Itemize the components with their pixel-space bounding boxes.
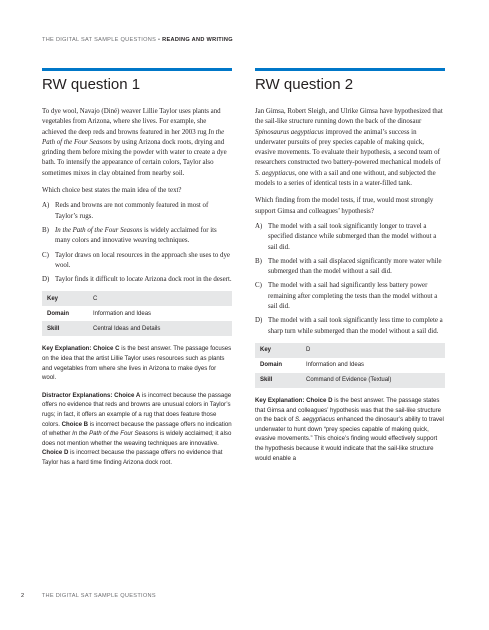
answer-choice-letter: C): [255, 282, 262, 290]
page-number: 2: [21, 593, 25, 599]
key-table-value: Information and Ideas: [301, 358, 445, 373]
text-run: is incorrect because the passage offers no indication of whether: [42, 420, 232, 438]
key-table-row: [42, 321, 232, 336]
explanation-paragraph: [42, 344, 232, 382]
header-separator: •: [158, 37, 161, 43]
answer-choice-letter: C): [42, 251, 49, 259]
answer-choice-letter: B): [255, 257, 262, 265]
page-footer: [21, 593, 156, 599]
text-run: , one with a sail and one without, and subjected the models to a series of identical tests in a water-filled tank.: [255, 169, 436, 188]
key-table-row: [42, 291, 232, 306]
italic-text-run: In the Path of the Four Seasons: [72, 430, 159, 438]
text-run: enhanced the dinosaur’s ability to travel underwater to hunt down “prey species capable of making quick, evasive movements.” This choice’s finding would effectively support the hypothesis because it would indicate that the sail-like structure would enable a: [255, 416, 444, 462]
answer-choice-text: [268, 258, 442, 275]
answer-choice-letter: B): [42, 226, 49, 234]
text-run: The model with a sail had significantly less battery power remaining after completing the tests than the model without a sail did.: [268, 282, 438, 311]
key-table-value: C: [88, 291, 232, 306]
key-table-value: D: [301, 343, 445, 358]
explanation-paragraph: [42, 391, 232, 468]
key-table-row: [255, 373, 445, 388]
italic-text-run: In the Path of the Four Seasons: [42, 128, 225, 146]
answer-choice: [42, 226, 232, 247]
text-run: Taylor draws on local resources in the approach she uses to dye wool.: [55, 251, 230, 269]
question-2-key-table: [255, 343, 445, 388]
key-table-row: [42, 306, 232, 321]
text-run: The model with a sail took significantly longer to travel a specified distance while submerged than the model without a sail did.: [268, 222, 437, 251]
text-run: by using Arizona dock roots, drying and grinding them before mixing the powder with water to create a dye bath. To intensify the appearance of certain colors, Taylor also sometimes mixes in clay obtained from nearby soil.: [42, 138, 227, 177]
key-table-label: Skill: [255, 373, 301, 388]
key-table-value: Central Ideas and Details: [88, 321, 232, 336]
question-2-prompt: Which finding from the model tests, if true, would most strongly support Gimsa and colleagues’ hypothesis?: [255, 197, 434, 215]
answer-choice: [255, 222, 445, 253]
key-table-label: Key: [255, 343, 301, 358]
text-run: improved the animal’s success in underwater pursuits of prey species capable of making quick, evasive movements. To evaluate their hypothesis, a second team of researchers constructed two battery-powered mechanical models of: [255, 128, 441, 167]
question-1-explanations: [42, 344, 232, 467]
answer-choice: [255, 316, 445, 337]
italic-text-run: S. aegyptiacus: [255, 169, 295, 177]
running-header: [42, 37, 233, 43]
text-run: The model with a sail took significantly less time to complete a sharp turn while submerged than the model without a sail did.: [268, 317, 443, 335]
answer-choice-letter: D): [255, 317, 263, 325]
answer-choice-text: [268, 223, 436, 251]
answer-choice-letter: D): [42, 276, 50, 284]
bold-text-run: Choice B: [61, 420, 89, 428]
key-table-label: Skill: [42, 321, 88, 336]
answer-choice-text: [55, 276, 232, 283]
answer-choice: [255, 281, 445, 312]
answer-choice: [255, 257, 445, 278]
question-2-passage: [255, 107, 445, 189]
question-1-key-table: [42, 291, 232, 336]
question-1-title: RW question 1: [42, 68, 232, 98]
key-table-row: [255, 358, 445, 373]
bold-text-run: Key Explanation: Choice D: [255, 396, 333, 404]
key-table-value: Command of Evidence (Textual): [301, 373, 445, 388]
text-run: Jan Gimsa, Robert Sleigh, and Ulrike Gimsa have hypothesized that the sail-like structure running down the back of the dinosaur: [255, 108, 443, 126]
question-1-passage: [42, 107, 232, 179]
text-run: is incorrect because the passage offers no evidence that reds and browns are unusual colors in Taylor’s rugs; in fact, it offers an example of a rug that does feature those colors.: [42, 391, 232, 428]
question-2-title: RW question 2: [255, 68, 445, 98]
key-table-row: [255, 343, 445, 358]
key-table-value: Information and Ideas: [88, 306, 232, 321]
answer-choice: [42, 251, 232, 272]
question-2-explanations: [255, 396, 445, 463]
text-run: To dye wool, Navajo (Diné) weaver Lillie Taylor uses plants and vegetables from Arizona, where she lives. For example, she achieved the deep reds and browns featured in her 2003 rug: [42, 108, 221, 136]
text-run: is incorrect because the passage offers no evidence that Taylor has a hard time finding Arizona dock root.: [42, 449, 223, 466]
italic-text-run: Spinosaurus aegyptiacus: [255, 128, 324, 136]
key-table-label: Domain: [255, 358, 301, 373]
answer-choice-text: [268, 317, 443, 334]
answer-choice: [42, 275, 232, 285]
text-run: Reds and browns are not commonly featured in most of Taylor’s rugs.: [55, 202, 209, 220]
answer-choice-text: [55, 202, 208, 219]
text-run: is widely acclaimed for its many colors and innovative weaving techniques.: [55, 226, 217, 245]
answer-choice-text: [55, 252, 230, 269]
explanation-paragraph: [255, 396, 445, 463]
header-section-title: READING AND WRITING: [162, 37, 233, 43]
question-1-prompt: Which choice best states the main idea of the text?: [42, 187, 182, 195]
text-run: is the best answer. The passage states that Gimsa and colleagues’ hypothesis was that the sail-like structure on the back of: [255, 396, 442, 424]
answer-choice-letter: A): [255, 222, 263, 230]
bold-text-run: Distractor Explanations: Choice A: [42, 391, 141, 399]
key-table-label: Key: [42, 291, 88, 306]
header-series-title: THE DIGITAL SAT SAMPLE QUESTIONS: [42, 37, 157, 43]
footer-title: THE DIGITAL SAT SAMPLE QUESTIONS: [41, 593, 156, 599]
text-run: The model with a sail displaced significantly more water while submerged than the model without a sail did.: [268, 257, 442, 276]
question-1-choices: [42, 201, 232, 285]
text-run: is the best answer. The passage focuses on the idea that the artist Lillie Taylor uses resources such as plants and vegetables from where she lives in Arizona to make dyes for wool.: [42, 345, 232, 382]
bold-text-run: Key Explanation: Choice C: [42, 345, 120, 353]
answer-choice: [42, 201, 232, 222]
answer-choice-letter: A): [42, 202, 50, 210]
key-table-label: Domain: [42, 306, 88, 321]
answer-choice-text: [268, 282, 437, 310]
italic-text-run: In the Path of the Four Seasons: [55, 226, 143, 234]
question-1-column: [42, 68, 232, 468]
bold-text-run: Choice D: [42, 449, 69, 457]
text-run: is widely acclaimed; it also does not mention whether the weaving techniques are innovative.: [42, 430, 232, 447]
italic-text-run: S. aegyptiacus: [294, 416, 335, 424]
text-run: Taylor finds it difficult to locate Arizona dock root in the desert.: [55, 276, 232, 284]
answer-choice-text: [55, 227, 217, 244]
question-2-column: [255, 68, 445, 463]
question-2-choices: [255, 222, 445, 337]
